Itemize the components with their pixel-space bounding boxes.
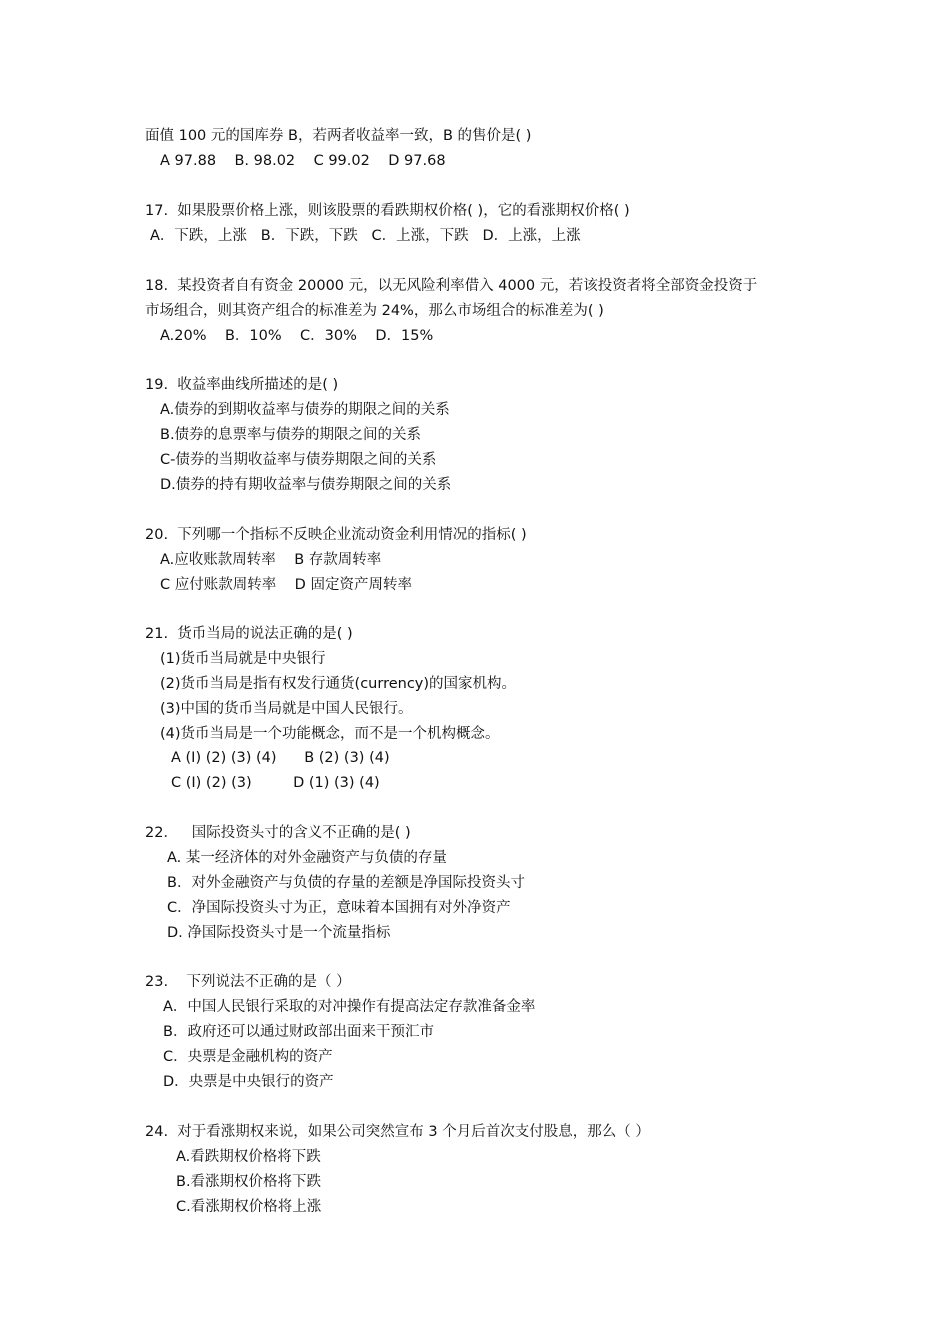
question-18-text-line-1: 18. 某投资者自有资金 20000 元，以无风险利率借入 4000 元，若该投资者将全部资金投资于 [145,278,758,294]
question-22-text: 22． 国际投资头寸的含义不正确的是( ) [145,825,411,841]
question-24-option-c: C.看涨期权价格将上涨 [176,1199,322,1215]
question-22-option-a: A. 某一经济体的对外金融资产与负债的存量 [167,850,447,866]
question-20-options-row-2: C 应付账款周转率 D 固定资产周转率 [160,577,412,593]
question-22-option-b: B．对外金融资产与负债的存量的差额是净国际投资头寸 [167,875,525,891]
question-16-text-continued: 面值 100 元的国库券 B，若两者收益率一致，B 的售价是( ) [145,128,532,144]
question-23-option-a: A．中国人民银行采取的对冲操作有提高法定存款准备金率 [163,999,536,1015]
question-23-option-d: D．央票是中央银行的资产 [163,1074,334,1090]
question-21-statement-1: (1)货币当局就是中央银行 [160,651,326,667]
question-19-text: 19. 收益率曲线所描述的是( ) [145,377,339,393]
question-19-option-b: B.债券的息票率与债券的期限之间的关系 [160,427,422,443]
question-19-option-a: A.债券的到期收益率与债券的期限之间的关系 [160,402,450,418]
question-24-text: 24. 对于看涨期权来说，如果公司突然宣布 3 个月后首次支付股息，那么（ ） [145,1124,650,1140]
question-23-text: 23. 下列说法不正确的是（ ） [145,974,351,990]
question-20-text: 20. 下列哪一个指标不反映企业流动资金利用情况的指标( ) [145,527,527,543]
question-20-options-row-1: A.应收账款周转率 B 存款周转率 [160,552,382,568]
question-17-text: 17. 如果股票价格上涨，则该股票的看跌期权价格( )，它的看涨期权价格( ) [145,203,630,219]
question-21-text: 21. 货币当局的说法正确的是( ) [145,626,353,642]
question-18-options: A.20% B．10% C．30% D．15% [160,328,434,344]
question-21-options-row-1: A (I) (2) (3) (4) B (2) (3) (4) [171,750,390,766]
question-21-statement-3: (3)中国的货币当局就是中国人民银行。 [160,701,413,717]
question-23-option-b: B．政府还可以通过财政部出面来干预汇市 [163,1024,434,1040]
question-17-options: A．下跌，上涨 B．下跌，下跌 C．上涨，下跌 D．上涨，上涨 [150,228,581,244]
question-22-option-c: C．净国际投资头寸为正，意味着本国拥有对外净资产 [167,900,511,916]
question-19-option-c: C-债券的当期收益率与债券期限之间的关系 [160,452,437,468]
question-23-option-c: C．央票是金融机构的资产 [163,1049,333,1065]
question-24-option-b: B.看涨期权价格将下跌 [176,1174,322,1190]
question-21-statement-2: (2)货币当局是指有权发行通货(currency)的国家机构。 [160,676,517,692]
question-18-text-line-2: 市场组合，则其资产组合的标准差为 24%，那么市场组合的标准差为( ) [145,303,604,319]
question-22-option-d: D. 净国际投资头寸是一个流量指标 [167,925,391,941]
question-21-statement-4: (4)货币当局是一个功能概念，而不是一个机构概念。 [160,726,500,742]
question-16-options: A 97.88 B. 98.02 C 99.02 D 97.68 [160,153,446,169]
question-19-option-d: D.债券的持有期收益率与债券期限之间的关系 [160,477,452,493]
question-21-options-row-2: C (I) (2) (3) D (1) (3) (4) [171,775,380,791]
question-24-option-a: A.看跌期权价格将下跌 [176,1149,321,1165]
